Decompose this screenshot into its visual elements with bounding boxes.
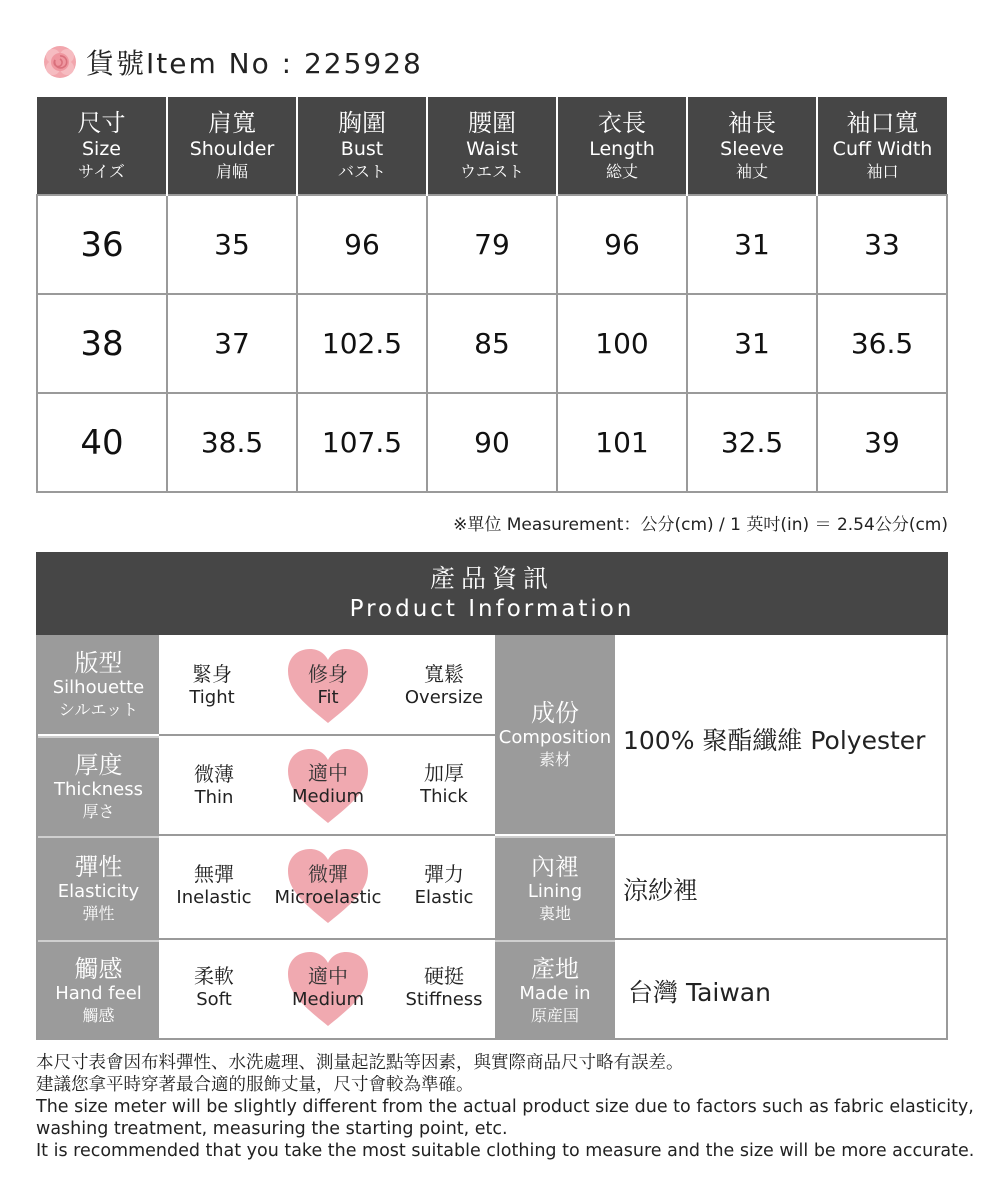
product-info-title-zh: 產品資訊 <box>429 564 554 593</box>
rose-icon <box>42 44 78 80</box>
col-header-waist: 腰圍 Waist ウエスト <box>427 97 557 195</box>
footer-line: 本尺寸表會因布料彈性、水洗處理、測量起訖點等因素，與實際商品尺寸略有誤差。 <box>36 1053 684 1073</box>
option-oversize: 寬鬆 Oversize <box>404 662 484 708</box>
lining-value: 涼紗裡 <box>623 876 699 905</box>
option-thin: 微薄 Thin <box>194 762 234 808</box>
col-header-bust: 胸圍 Bust バスト <box>297 97 427 195</box>
table-cell: 107.5 <box>297 393 427 492</box>
table-row <box>37 393 947 492</box>
table-cell: 36.5 <box>817 294 947 393</box>
row-divider <box>615 834 946 836</box>
col-header-sleeve: 袖長 Sleeve 袖丈 <box>687 97 817 195</box>
col-header-cuff-width: 袖口寬 Cuff Width 袖口 <box>817 97 947 195</box>
table-cell: 79 <box>427 195 557 294</box>
table-cell: 33 <box>817 195 947 294</box>
row-divider <box>159 734 495 736</box>
col-header-length: 衣長 Length 総丈 <box>557 97 687 195</box>
option-inelastic: 無彈 Inelastic <box>176 862 252 908</box>
label-hand-feel: 觸感 Hand feel 觸感 <box>38 940 159 1040</box>
composition-value: 100% 聚酯纖維 Polyester <box>623 726 926 755</box>
footer-line: 建議您拿平時穿著最合適的服飾丈量，尺寸會較為準確。 <box>36 1075 474 1095</box>
table-cell: 36 <box>37 195 167 294</box>
col-header-size: 尺寸 Size サイズ <box>37 97 167 195</box>
table-cell: 85 <box>427 294 557 393</box>
col-header-shoulder: 肩寬 Shoulder 肩幅 <box>167 97 297 195</box>
table-cell: 40 <box>37 393 167 492</box>
table-cell: 35 <box>167 195 297 294</box>
footer-line: It is recommended that you take the most suitable clothing to measure and the size will be more accurate. <box>36 1141 975 1161</box>
label-thickness: 厚度 Thickness 厚さ <box>38 736 159 836</box>
table-cell: 90 <box>427 393 557 492</box>
product-info-header <box>36 552 948 635</box>
table-cell: 96 <box>557 195 687 294</box>
label-made-in: 產地 Made in 原産国 <box>495 940 615 1040</box>
label-silhouette: 版型 Silhouette シルエット <box>38 635 159 734</box>
table-cell: 37 <box>167 294 297 393</box>
table-cell: 96 <box>297 195 427 294</box>
footer-line: washing treatment, measuring the starting point, etc. <box>36 1119 508 1139</box>
table-row <box>37 195 947 294</box>
option-thick: 加厚 Thick <box>420 761 468 807</box>
table-cell: 32.5 <box>687 393 817 492</box>
table-cell: 38.5 <box>167 393 297 492</box>
table-cell: 102.5 <box>297 294 427 393</box>
origin-value: 台灣 Taiwan <box>628 978 771 1007</box>
option-fit-selected: 修身 Fit <box>308 662 348 708</box>
table-cell: 31 <box>687 294 817 393</box>
label-composition: 成份 Composition 素材 <box>495 635 615 834</box>
product-info-title-en: Product Information <box>349 596 635 622</box>
label-elasticity: 彈性 Elasticity 弾性 <box>38 836 159 940</box>
size-table <box>36 97 948 493</box>
label-lining: 內裡 Lining 裏地 <box>495 836 615 940</box>
option-soft: 柔軟 Soft <box>194 964 234 1010</box>
item-number-label: 貨號Item No : 225928 <box>86 47 423 80</box>
product-info-panel <box>36 635 948 1040</box>
table-cell: 101 <box>557 393 687 492</box>
option-medium-selected: 適中 Medium <box>292 761 364 807</box>
option-tight: 緊身 Tight <box>189 662 235 708</box>
option-elastic: 彈力 Elastic <box>414 862 474 908</box>
table-row <box>37 294 947 393</box>
option-microelastic-selected: 微彈 Microelastic <box>274 862 382 908</box>
footer-notes <box>36 1052 975 1162</box>
item-number-header <box>42 42 423 82</box>
row-divider <box>159 834 495 836</box>
size-table-header-row <box>37 97 947 195</box>
table-cell: 39 <box>817 393 947 492</box>
table-cell: 31 <box>687 195 817 294</box>
footer-line: The size meter will be slightly different from the actual product size due to factors such as fabric elasticity, <box>36 1097 974 1117</box>
option-medium-selected: 適中 Medium <box>292 964 364 1010</box>
table-cell: 38 <box>37 294 167 393</box>
option-stiffness: 硬挺 Stiffness <box>405 964 483 1010</box>
measurement-note: ※單位 Measurement：公分(cm) / 1 英吋(in) ＝ 2.54公分(cm) <box>453 515 948 535</box>
table-cell: 100 <box>557 294 687 393</box>
